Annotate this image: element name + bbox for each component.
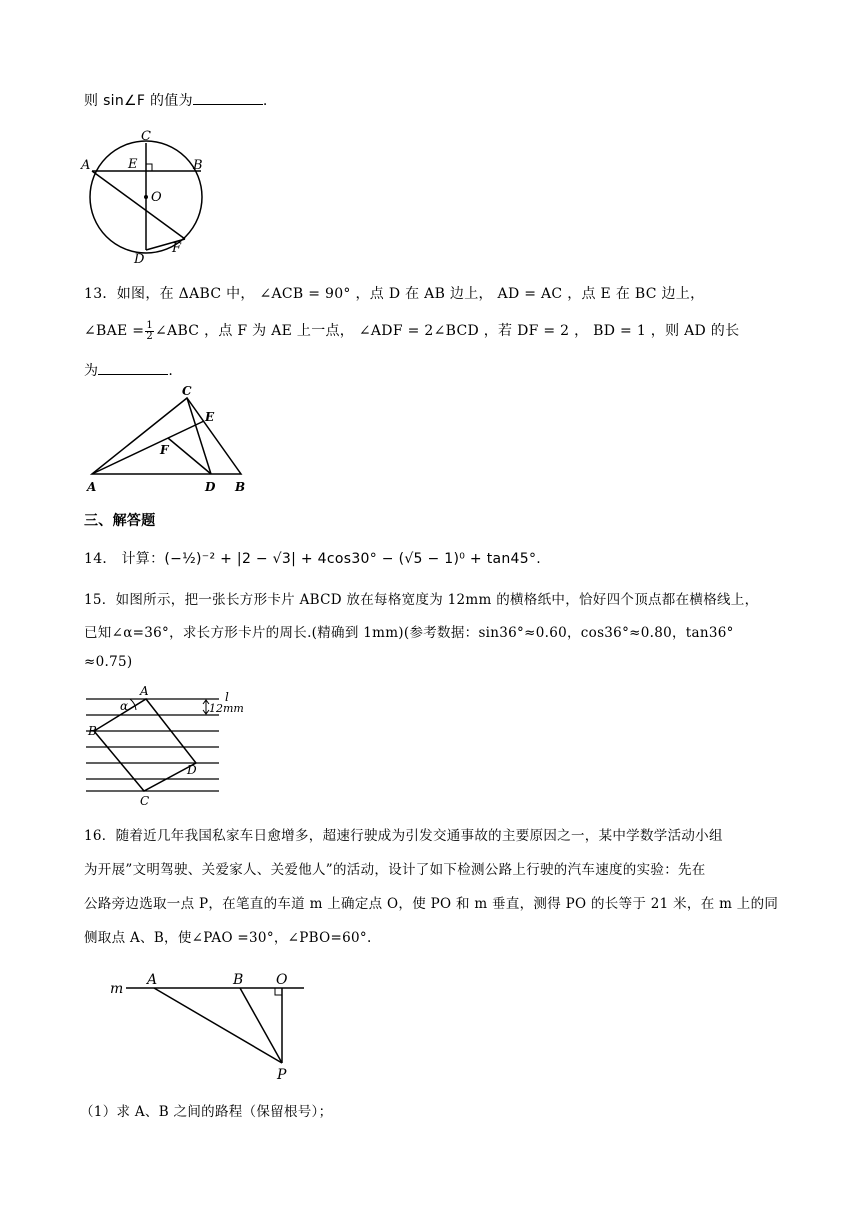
q16-label-p: P <box>277 1067 287 1083</box>
q13-answer-blank[interactable] <box>98 362 168 375</box>
q16-line-4: 侧取点 A、B，使∠PAO =30°，∠PBO=60°. <box>84 930 372 946</box>
q12-label-d: D <box>134 252 145 267</box>
q12-label-a: A <box>81 158 91 173</box>
section-3-title: 三、解答题 <box>84 513 156 529</box>
q15-label-d: D <box>187 763 197 777</box>
q12-tail-suffix: 的值为 <box>145 93 193 109</box>
q12-line-af <box>92 171 185 239</box>
q13-line-3-end: . <box>168 363 174 379</box>
q14-label: 14． 计算： <box>84 551 165 567</box>
q13-line-3 <box>84 360 173 380</box>
q15-label-a: A <box>140 684 149 698</box>
q12-label-f: F <box>172 241 182 256</box>
q16-line-pb <box>240 988 282 1063</box>
q15-line-2: 已知∠α=36°，求长方形卡片的周长.(精确到 1mm)(参考数据：sin36°≈0.60，cos36°≈0.80，tan36° <box>84 625 734 641</box>
q13-label-a: A <box>87 480 97 494</box>
q12-label-e: E <box>128 157 138 172</box>
q14-expression: (−½)⁻² + |2 − √3| + 4cos30° − (√5 − 1)⁰ + tan45°. <box>164 551 542 567</box>
q13-fraction <box>145 321 154 342</box>
q13-line-2b: ∠ABC ，点 F 为 AE 上一点， ∠ADF = 2∠BCD ，若 DF = 2 ， BD = 1 ，则 AD 的长 <box>155 323 740 339</box>
q13-frac-num: 1 <box>146 319 154 331</box>
q12-answer-blank[interactable] <box>193 92 263 105</box>
q12-right-angle-mark <box>146 164 152 171</box>
q13-label-e: E <box>205 410 215 424</box>
q16-right-angle-mark <box>275 988 282 995</box>
q12-label-b: B <box>193 158 203 173</box>
q13-line-2a: ∠BAE = <box>84 323 145 339</box>
q13-label-f: F <box>160 443 169 457</box>
q16-line-pa <box>154 988 282 1063</box>
q15-label-alpha: α <box>120 699 129 713</box>
q14-line <box>84 548 541 568</box>
q15-rectangle-abcd <box>94 699 196 791</box>
q12-tail-math: sin∠F <box>103 93 146 109</box>
q12-center-dot <box>144 195 148 199</box>
q15-label-b: B <box>88 724 97 738</box>
q15-line-3: ≈0.75) <box>84 654 133 670</box>
q12-circle-figure <box>78 126 218 266</box>
q16-label-b: B <box>233 972 244 988</box>
q12-tail-line <box>84 90 268 110</box>
q13-line-1: 13．如图，在 ΔABC 中， ∠ACB = 90° ，点 D 在 AB 边上， AD = AC ，点 E 在 BC 边上， <box>84 286 705 302</box>
q15-line-1: 15．如图所示，把一张长方形卡片 ABCD 放在每格宽度为 12mm 的横格纸中，恰好四个顶点都在横格线上， <box>84 592 759 608</box>
q16-line-3: 公路旁边选取一点 P，在笔直的车道 m 上确定点 O，使 PO 和 m 垂直，测得 PO 的长等于 21 米，在 m 上的同 <box>84 896 779 912</box>
q13-line-3-text: 为 <box>84 363 99 379</box>
q16-road-figure <box>104 966 314 1086</box>
q12-label-c: C <box>141 129 151 144</box>
q15-label-width: 12mm <box>209 702 244 715</box>
q16-subquestion-1: （1）求 A、B 之间的路程（保留根号）； <box>80 1104 333 1120</box>
q13-line-2 <box>84 320 739 342</box>
q13-label-b: B <box>235 480 246 494</box>
q16-line-2: 为开展”文明驾驶、关爱家人、关爱他人”的活动，设计了如下检测公路上行驶的汽车速度的实验：先在 <box>84 862 706 878</box>
q16-label-o: O <box>276 972 288 988</box>
q13-label-c: C <box>182 384 192 398</box>
q15-label-l: l <box>225 690 229 704</box>
q16-line-1: 16．随着近几年我国私家车日愈增多，超速行驶成为引发交通事故的主要原因之一，某中学数学活动小组 <box>84 828 723 844</box>
q13-triangle-figure <box>84 386 259 498</box>
q16-label-m: m <box>110 981 124 997</box>
q13-label-d: D <box>205 480 216 494</box>
q16-label-a: A <box>147 972 158 988</box>
q15-ruled-paper-figure <box>84 684 259 810</box>
q13-frac-den: 2 <box>146 330 154 342</box>
q12-tail-prefix: 则 <box>84 93 104 109</box>
q12-tail-end: . <box>262 93 268 109</box>
q12-label-o: O <box>151 190 162 205</box>
q15-label-c: C <box>140 794 150 808</box>
